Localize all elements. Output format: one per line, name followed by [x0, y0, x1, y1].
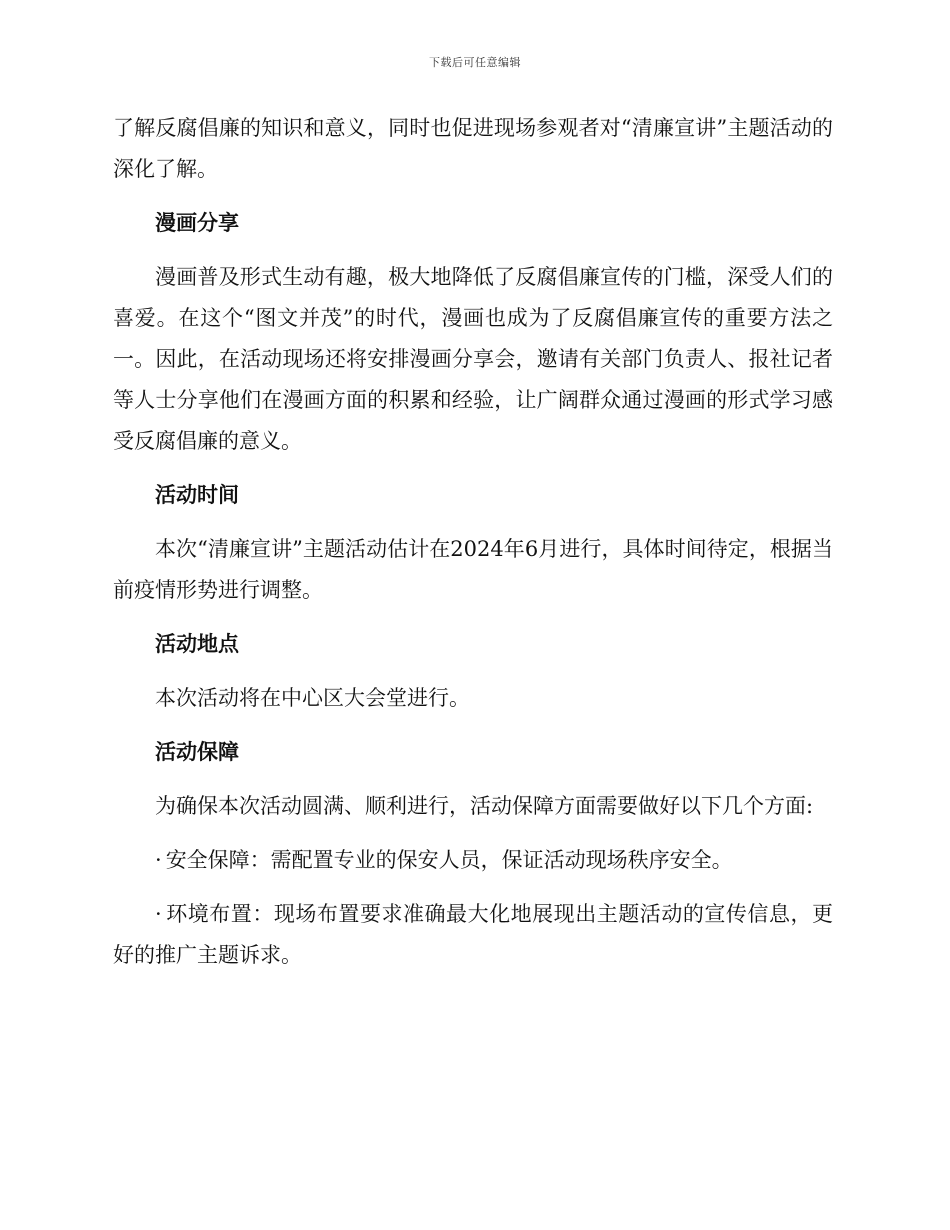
bullet-dot-icon: · [155, 848, 162, 872]
paragraph-intro-continued: 了解反腐倡廉的知识和意义，同时也促进现场参观者对“清廉宣讲”主题活动的深化了解。 [113, 116, 833, 181]
section-heading-support: 活动保障 [155, 740, 239, 764]
paragraph-time: 本次“清廉宣讲”主题活动估计在2024年6月进行，具体时间待定，根据当前疫情形势进行调整。 [113, 537, 833, 602]
bullet-dot-icon: · [155, 902, 162, 926]
section-heading-time: 活动时间 [155, 483, 239, 507]
document-body [113, 108, 833, 989]
bullet-text-environment: 环境布置：现场布置要求准确最大化地展现出主题活动的宣传信息，更好的推广主题诉求。 [113, 902, 833, 967]
section-heading-place: 活动地点 [155, 632, 239, 656]
paragraph-comic: 漫画普及形式生动有趣，极大地降低了反腐倡廉宣传的门槛，深受人们的喜爱。在这个“图文并茂”的时代，漫画也成为了反腐倡廉宣传的重要方法之一。因此，在活动现场还将安排漫画分享会，邀请有关部门负责人、报社记者等人士分享他们在漫画方面的积累和经验，让广阔群众通过漫画的形式学习感受反腐倡廉的意义。 [113, 265, 833, 453]
section-heading-comic: 漫画分享 [155, 211, 239, 235]
page-header: 下载后可任意编辑 [429, 56, 521, 69]
bullet-item-safety [113, 840, 833, 881]
paragraph-place: 本次活动将在中心区大会堂进行。 [155, 686, 470, 710]
bullet-item-environment [113, 894, 833, 976]
paragraph-support: 为确保本次活动圆满、顺利进行，活动保障方面需要做好以下几个方面: [155, 794, 814, 818]
bullet-text-safety: 安全保障：需配置专业的保安人员，保证活动现场秩序安全。 [165, 848, 733, 872]
